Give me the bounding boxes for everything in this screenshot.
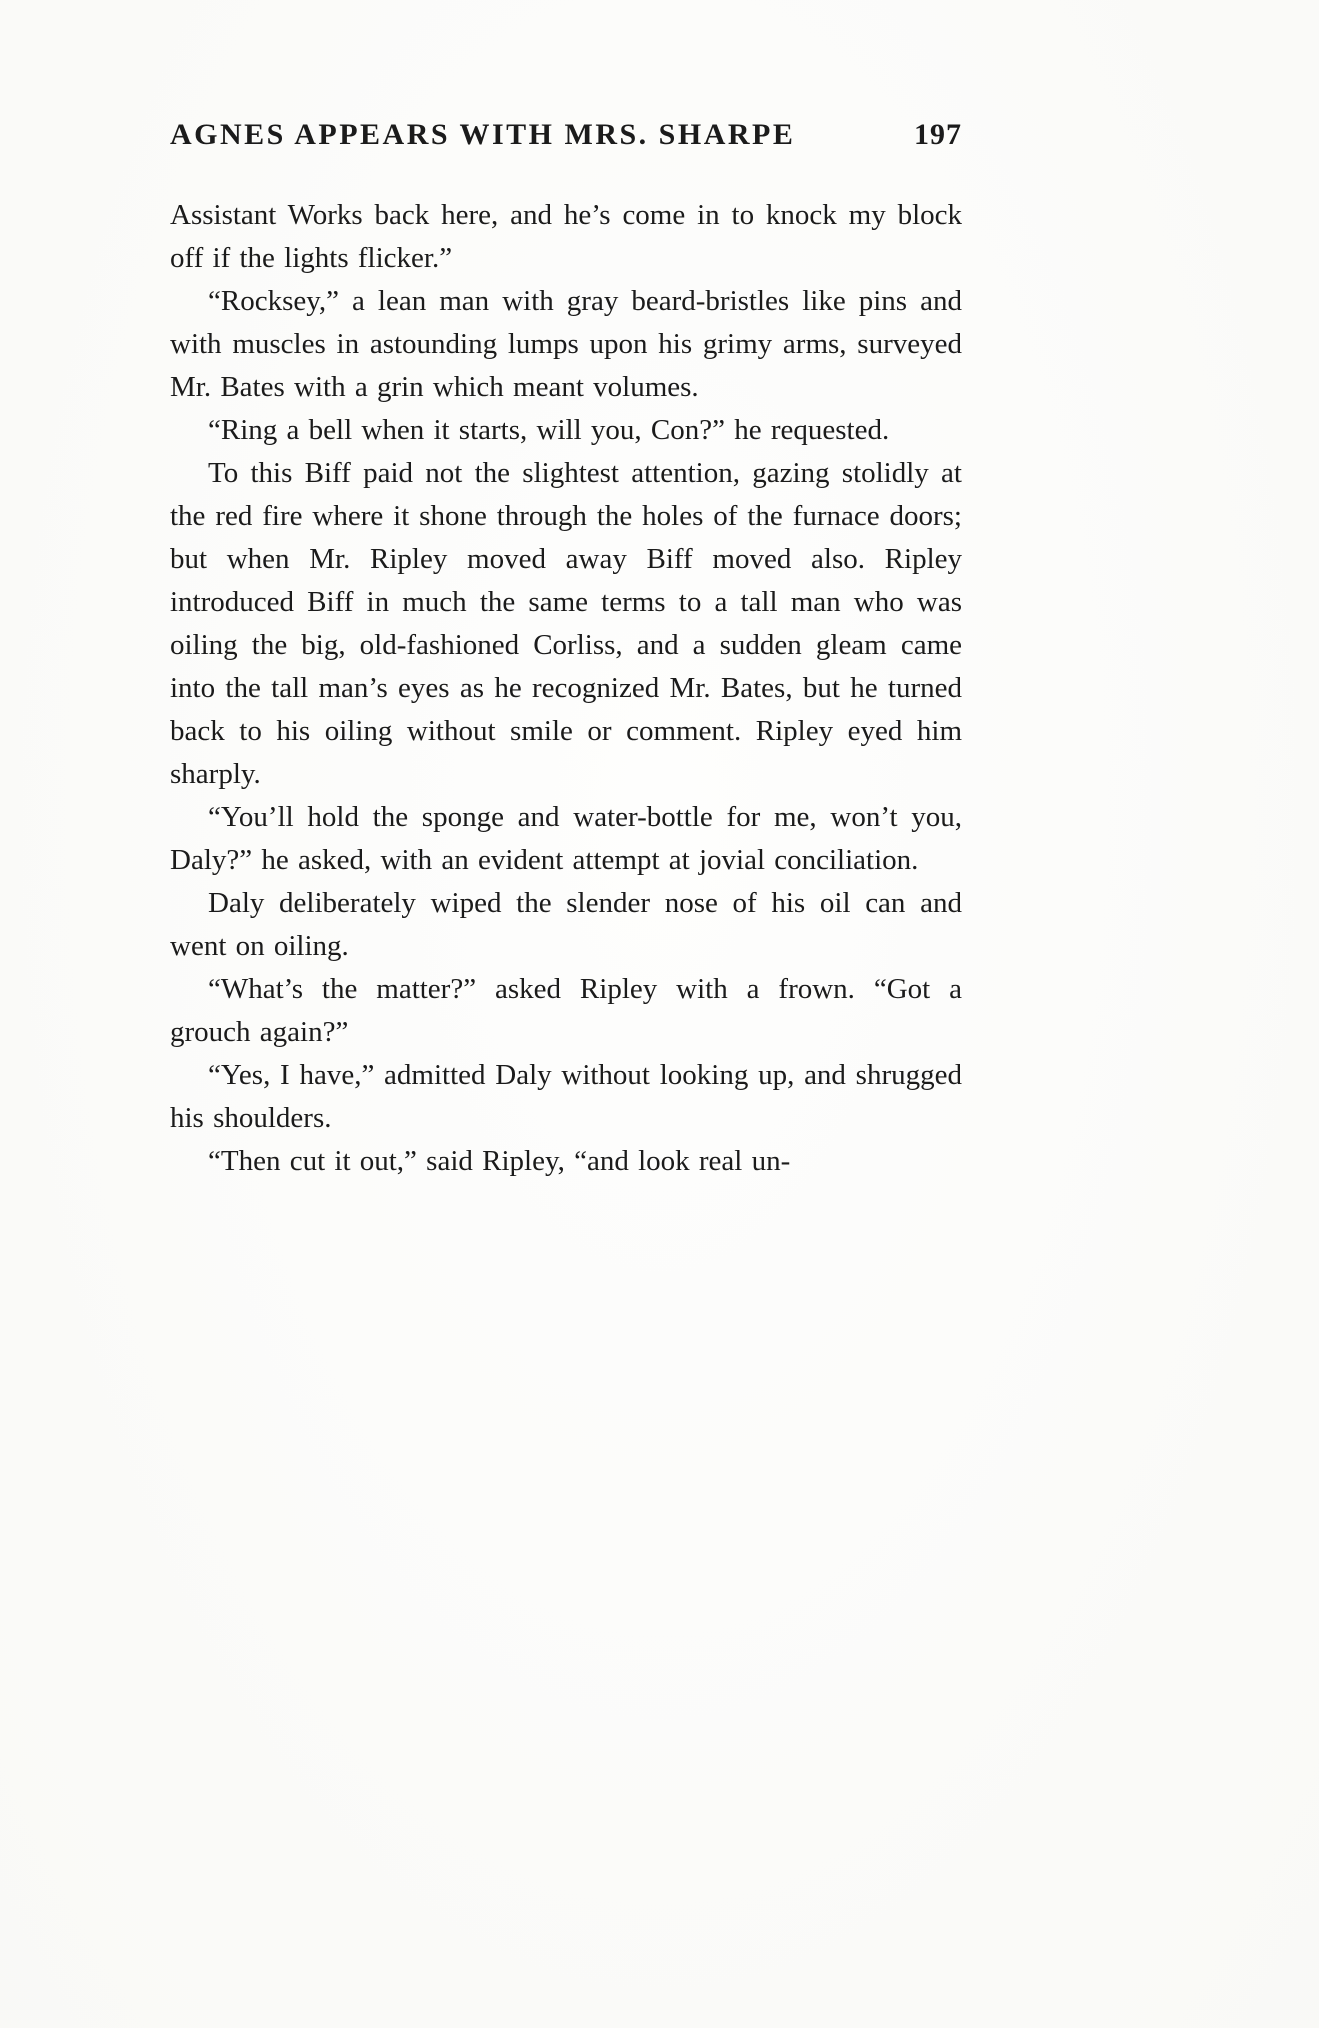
book-page [170,118,962,1183]
paragraph: Daly deliberately wiped the slender nose of his oil can and went on oiling. [170,887,962,962]
paragraph: “Yes, I have,” admitted Daly without looking up, and shrugged his shoulders. [170,1059,962,1134]
paragraph: “Ring a bell when it starts, will you, Con?” he requested. [208,414,890,446]
page-body [170,194,962,1183]
paragraph: “Rocksey,” a lean man with gray beard-bristles like pins and with muscles in astounding lumps upon his grimy arms, surveyed Mr. Bates with a grin which meant volumes. [170,285,962,403]
paragraph: “Then cut it out,” said Ripley, “and look real un- [208,1145,791,1177]
page-number: 197 [914,118,962,151]
paragraph: “You’ll hold the sponge and water-bottle for me, won’t you, Daly?” he asked, with an evident attempt at jovial conciliation. [170,801,962,876]
running-header [170,118,962,152]
running-title: AGNES APPEARS WITH MRS. SHARPE [170,118,796,151]
paragraph: To this Biff paid not the slightest attention, gazing stolidly at the red fire where it shone through the holes of the furnace doors; but when Mr. Ripley moved away Biff moved also. Ripley introduced Biff in much the same terms to a tall man who was oiling the big, old-fashioned Corliss, and a sudden gleam came into the tall man’s eyes as he recognized Mr. Bates, but he turned back to his oiling without smile or comment. Ripley eyed him sharply. [170,457,962,790]
paragraph: Assistant Works back here, and he’s come in to knock my block off if the lights flicker.” [170,199,962,274]
paragraph: “What’s the matter?” asked Ripley with a frown. “Got a grouch again?” [170,973,962,1048]
